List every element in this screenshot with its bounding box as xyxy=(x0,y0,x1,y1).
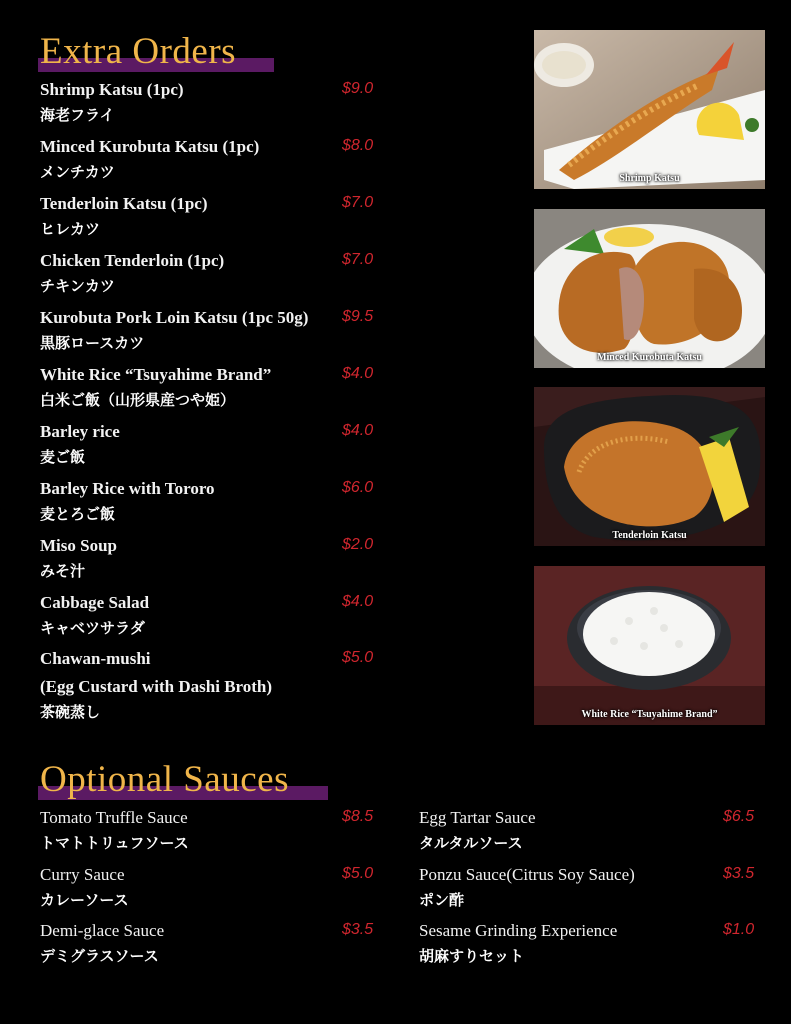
sauce-item-ponzu xyxy=(419,865,635,910)
item-name-jp: 麦ご飯 xyxy=(40,448,86,466)
item-name: Kurobuta Pork Loin Katsu (1pc 50g) xyxy=(40,308,309,327)
item-name: Barley rice xyxy=(40,422,120,441)
sauce-item-tomato-truffle xyxy=(40,808,189,853)
item-name-jp: デミグラスソース xyxy=(40,947,159,965)
photo-caption: Minced Kurobuta Katsu xyxy=(597,352,702,363)
item-price: $9.0 xyxy=(342,80,374,97)
white-rice-photo xyxy=(534,566,765,725)
item-name: Barley Rice with Tororo xyxy=(40,479,215,498)
item-name: Miso Soup xyxy=(40,536,117,555)
item-price: $1.0 xyxy=(723,921,755,938)
item-name-jp: 黒豚ロースカツ xyxy=(40,334,145,352)
menu-item-chicken-tenderloin xyxy=(40,251,224,296)
item-name: Chawan-mushi xyxy=(40,649,151,668)
item-name-jp: 麦とろご飯 xyxy=(40,505,116,523)
item-name-jp: みそ汁 xyxy=(40,562,86,580)
item-name: Tomato Truffle Sauce xyxy=(40,808,188,827)
item-description: (Egg Custard with Dashi Broth) xyxy=(40,677,273,696)
item-name: Demi-glace Sauce xyxy=(40,921,165,940)
item-name-jp: タルタルソース xyxy=(419,834,523,852)
shrimp-katsu-photo xyxy=(534,30,765,189)
item-price: $6.0 xyxy=(342,479,374,496)
photo-caption: Shrimp Katsu xyxy=(619,173,680,184)
item-name-jp: 海老フライ xyxy=(40,106,115,124)
item-name: Minced Kurobuta Katsu (1pc) xyxy=(40,137,260,156)
menu-item-barley-rice-tororo xyxy=(40,479,215,524)
menu-item-barley-rice xyxy=(40,422,120,467)
item-price: $4.0 xyxy=(342,422,374,439)
menu-item-shrimp-katsu xyxy=(40,80,184,125)
item-name: Tenderloin Katsu (1pc) xyxy=(40,194,208,213)
item-price: $8.0 xyxy=(342,137,374,154)
item-name-jp: チキンカツ xyxy=(40,277,115,295)
menu-item-minced-kurobuta-katsu xyxy=(40,137,259,182)
photo-caption: Tenderloin Katsu xyxy=(612,530,687,541)
minced-katsu-photo xyxy=(534,209,765,368)
item-name-jp: キャベツサラダ xyxy=(40,619,145,637)
sauce-item-sesame-grinding xyxy=(419,921,617,966)
item-price: $9.5 xyxy=(342,308,374,325)
menu-item-cabbage-salad xyxy=(40,593,149,638)
item-name-jp: 茶碗蒸し xyxy=(40,703,101,721)
item-price: $4.0 xyxy=(342,365,374,382)
item-price: $3.5 xyxy=(723,865,755,882)
item-name: White Rice “Tsuyahime Brand” xyxy=(40,365,272,384)
menu-item-white-rice xyxy=(40,365,271,410)
item-name-jp: 胡麻すりセット xyxy=(419,947,525,965)
item-name: Cabbage Salad xyxy=(40,593,150,612)
menu-item-kurobuta-pork-loin-katsu xyxy=(40,308,308,353)
item-name-jp: ヒレカツ xyxy=(40,220,101,238)
menu-item-chawan-mushi xyxy=(40,649,272,722)
item-price: $3.5 xyxy=(342,921,374,938)
item-price: $7.0 xyxy=(342,194,374,211)
extra-orders-title: Extra Orders xyxy=(40,31,237,72)
item-name: Egg Tartar Sauce xyxy=(419,808,536,827)
tenderloin-katsu-photo xyxy=(534,387,765,546)
optional-sauces-title: Optional Sauces xyxy=(40,759,289,800)
menu-item-tenderloin-katsu xyxy=(40,194,208,239)
item-name-jp: ポン酢 xyxy=(419,891,465,909)
item-price: $7.0 xyxy=(342,251,374,268)
sauce-item-curry xyxy=(40,865,129,910)
sauce-item-egg-tartar xyxy=(419,808,536,853)
item-price: $4.0 xyxy=(342,593,374,610)
item-name: Sesame Grinding Experience xyxy=(419,921,618,940)
item-name: Curry Sauce xyxy=(40,865,125,884)
item-name: Chicken Tenderloin (1pc) xyxy=(40,251,225,270)
item-price: $6.5 xyxy=(723,808,755,825)
item-price: $5.0 xyxy=(342,649,374,666)
photo-caption: White Rice “Tsuyahime Brand” xyxy=(581,709,718,720)
item-name-jp: トマトトリュフソース xyxy=(40,834,189,852)
item-name-jp: 白米ご飯（山形県産つや姫） xyxy=(40,391,236,409)
sauce-item-demi-glace xyxy=(40,921,164,966)
item-name-jp: カレーソース xyxy=(40,891,129,909)
item-name-jp: メンチカツ xyxy=(40,163,115,181)
optional-sauces-heading xyxy=(40,758,289,801)
extra-orders-heading xyxy=(40,30,236,73)
item-price: $2.0 xyxy=(342,536,374,553)
item-name: Shrimp Katsu (1pc) xyxy=(40,80,184,99)
item-name: Ponzu Sauce(Citrus Soy Sauce) xyxy=(419,865,635,884)
item-price: $8.5 xyxy=(342,808,374,825)
item-price: $5.0 xyxy=(342,865,374,882)
menu-item-miso-soup xyxy=(40,536,117,581)
